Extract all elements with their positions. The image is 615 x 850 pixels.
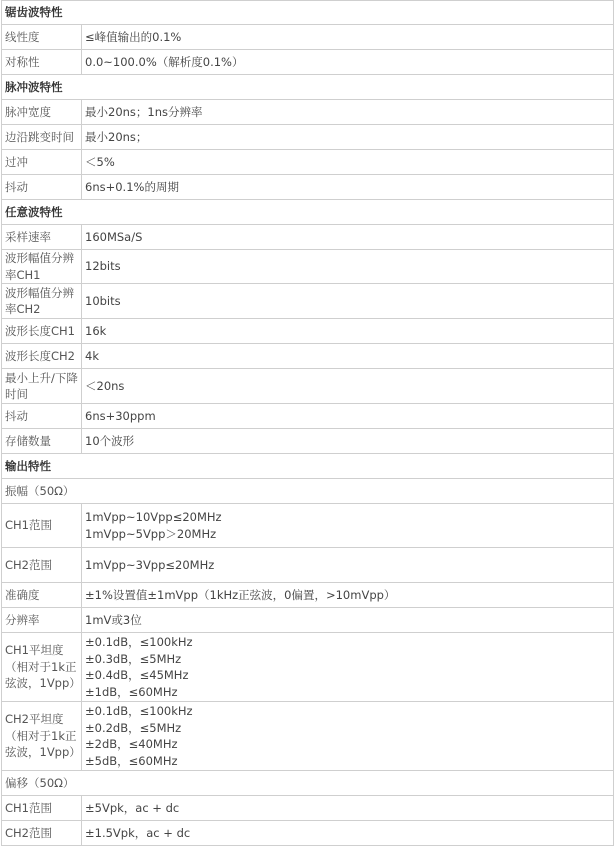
spec-value-line: ±1%设置值±1mVpp（1kHz正弦波，0偏置，>10mVpp） [85,587,396,602]
spec-value-line: 1mVpp~5Vpp＞20MHz [85,526,217,541]
spec-value-line: ±0.4dB，≤45MHz [85,668,189,682]
spec-row [2,250,614,284]
spec-row [2,100,614,125]
spec-label: 波形长度CH1 [2,319,82,344]
spec-value-line: 16k [85,323,107,338]
spec-value [82,429,614,454]
spec-value-line: ±0.1dB，≤100kHz [85,635,193,649]
section-header-row [2,200,614,225]
spec-row [2,150,614,175]
spec-row [2,25,614,50]
spec-value [82,319,614,344]
spec-row [2,702,614,771]
spec-row [2,125,614,150]
spec-row [2,284,614,319]
spec-value [82,125,614,150]
spec-label: 最小上升/下降时间 [2,369,82,404]
spec-row [2,504,614,548]
spec-label: CH2范围 [2,821,82,846]
spec-label: 波形幅值分辨率CH2 [2,284,82,319]
spec-row [2,583,614,608]
spec-value-line: 10bits [85,293,121,308]
spec-label: CH1范围 [2,796,82,821]
spec-value-line: ≤峰值输出的0.1% [85,29,182,44]
spec-value [82,284,614,319]
spec-value [82,608,614,633]
spec-row [2,369,614,404]
spec-value [82,633,614,702]
spec-row [2,404,614,429]
group-header-row [2,771,614,796]
group-title: 振幅（50Ω） [2,479,614,504]
spec-row [2,344,614,369]
section-title: 任意波特性 [2,200,614,225]
group-title: 偏移（50Ω） [2,771,614,796]
spec-label: 波形长度CH2 [2,344,82,369]
spec-label: 抖动 [2,175,82,200]
spec-value-line: 4k [85,348,99,363]
spec-label: 波形幅值分辨率CH1 [2,250,82,284]
spec-table [1,0,614,846]
spec-value-line: ±0.2dB，≤5MHz [85,720,182,735]
spec-value [82,821,614,846]
spec-label: 分辨率 [2,608,82,633]
spec-row [2,821,614,846]
spec-value [82,702,614,771]
spec-value [82,583,614,608]
spec-value [82,25,614,50]
spec-value-line: ＜20ns [85,378,125,393]
spec-value-line: ±1dB，≤60MHz [85,684,178,699]
spec-value [82,250,614,284]
spec-label: 过冲 [2,150,82,175]
spec-value [82,50,614,75]
spec-label: CH1范围 [2,504,82,548]
spec-label: CH2范围 [2,548,82,583]
spec-value [82,150,614,175]
spec-value-line: ±5dB，≤60MHz [85,753,178,768]
spec-label: CH2平坦度（相对于1k正弦波，1Vpp） [2,702,82,771]
spec-value-line: 0.0~100.0%（解析度0.1%） [85,54,244,69]
spec-label: 采样速率 [2,225,82,250]
spec-value-line: 1mV或3位 [85,612,142,627]
spec-table-body [2,1,614,846]
spec-value-line: ±0.3dB，≤5MHz [85,651,182,666]
spec-row [2,225,614,250]
spec-value-line: 最小20ns；1ns分辨率 [85,104,203,119]
spec-value-line: 1mVpp~3Vpp≤20MHz [85,557,215,572]
spec-row [2,633,614,702]
spec-value [82,100,614,125]
spec-value-line: ±5Vpk，ac + dc [85,800,180,815]
spec-value-line: ＜5% [85,154,115,169]
section-title: 锯齿波特性 [2,1,614,25]
spec-value-line: ±2dB，≤40MHz [85,737,178,751]
section-title: 输出特性 [2,454,614,479]
spec-label: 边沿跳变时间 [2,125,82,150]
spec-value-line: 160MSa/S [85,229,143,244]
spec-value-line: 10个波形 [85,433,135,448]
section-title: 脉冲波特性 [2,75,614,100]
spec-value [82,404,614,429]
spec-row [2,796,614,821]
spec-value-line: 6ns+30ppm [85,408,156,423]
spec-label: 存储数量 [2,429,82,454]
spec-value-line: 12bits [85,259,121,274]
section-header-row [2,75,614,100]
spec-row [2,608,614,633]
spec-row [2,319,614,344]
spec-value-line: ±1.5Vpk，ac + dc [85,825,191,840]
spec-value [82,369,614,404]
group-header-row [2,479,614,504]
spec-value [82,344,614,369]
spec-label: 抖动 [2,404,82,429]
spec-value [82,796,614,821]
spec-value [82,548,614,583]
spec-value-line: 6ns+0.1%的周期 [85,179,179,194]
spec-label: 线性度 [2,25,82,50]
spec-row [2,548,614,583]
spec-row [2,175,614,200]
spec-value [82,225,614,250]
spec-label: 对称性 [2,50,82,75]
spec-value-line: ±0.1dB，≤100kHz [85,704,193,718]
section-header-row [2,454,614,479]
spec-value [82,175,614,200]
spec-row [2,429,614,454]
spec-label: CH1平坦度（相对于1k正弦波，1Vpp） [2,633,82,702]
section-header-row [2,1,614,25]
spec-label: 脉冲宽度 [2,100,82,125]
spec-value-line: 最小20ns； [85,129,148,144]
spec-value [82,504,614,548]
spec-label: 准确度 [2,583,82,608]
spec-row [2,50,614,75]
spec-value-line: 1mVpp~10Vpp≤20MHz [85,510,222,524]
